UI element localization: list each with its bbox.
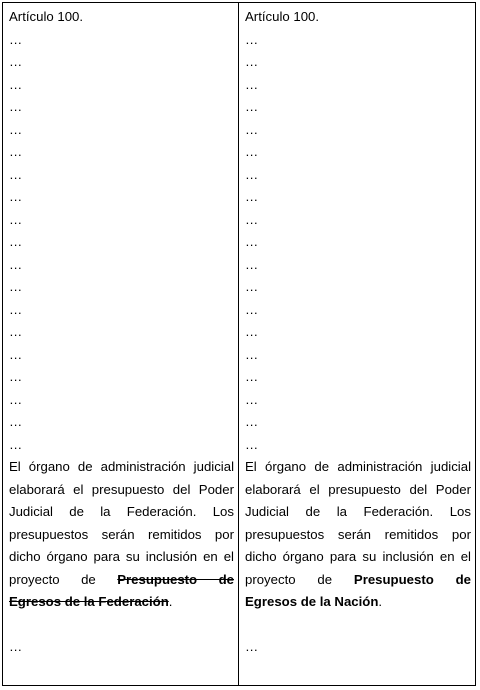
final-ellipsis: …	[9, 639, 23, 654]
left-column-current-text	[3, 3, 239, 685]
article-heading: Artículo 100.	[245, 9, 320, 24]
ellipsis-line: …	[245, 369, 259, 384]
ellipsis-line: …	[245, 324, 259, 339]
ellipsis-line: …	[9, 346, 23, 362]
ellipsis-line: …	[9, 234, 23, 249]
spacer	[9, 614, 234, 637]
ellipsis-line: …	[9, 144, 23, 159]
ellipsis-line: …	[245, 234, 259, 249]
article-heading: Artículo 100.	[9, 9, 84, 24]
ellipsis-line: …	[9, 436, 23, 452]
ellipsis-line: …	[245, 211, 259, 227]
ellipsis-line: …	[9, 99, 23, 114]
ellipsis-line: …	[9, 301, 23, 317]
ellipsis-line: …	[9, 31, 23, 47]
ellipsis-line: …	[245, 436, 259, 452]
ellipsis-line: …	[9, 211, 23, 227]
bold-text: Presupuesto de Egresos de la Nación	[245, 571, 471, 609]
paragraph-end: .	[378, 594, 383, 609]
ellipsis-line: …	[9, 369, 23, 384]
paragraph-text: El órgano de administración judicial elaborará el presupuesto del Poder Judicial de la Federación. Los presupuestos serán remitidos por dicho órgano para su inclusión en el proyecto de	[9, 459, 234, 587]
ellipsis-line: …	[9, 324, 23, 339]
ellipsis-list	[9, 29, 234, 457]
ellipsis-line: …	[9, 54, 23, 69]
ellipsis-line: …	[245, 31, 259, 47]
ellipsis-line: …	[9, 391, 23, 407]
ellipsis-line: …	[9, 189, 23, 204]
ellipsis-line: …	[9, 279, 23, 294]
ellipsis-line: …	[245, 99, 259, 114]
ellipsis-list	[245, 29, 471, 457]
ellipsis-line: …	[245, 166, 259, 182]
ellipsis-line: …	[245, 76, 259, 92]
ellipsis-line: …	[9, 256, 23, 272]
spacer	[245, 614, 471, 637]
ellipsis-line: …	[9, 166, 23, 182]
ellipsis-line: …	[245, 391, 259, 407]
comparison-table	[2, 2, 476, 686]
ellipsis-line: …	[245, 189, 259, 204]
ellipsis-line: …	[245, 54, 259, 69]
ellipsis-line: …	[245, 414, 259, 429]
paragraph-text: El órgano de administración judicial elaborará el presupuesto del Poder Judicial de la Federación. Los presupuestos serán remitidos por dicho órgano para su inclusión en el proyecto de	[245, 459, 471, 587]
final-ellipsis: …	[245, 639, 259, 654]
right-column-proposed-text	[239, 3, 475, 685]
paragraph-end: .	[168, 594, 173, 609]
article-paragraph	[245, 456, 471, 614]
ellipsis-line: …	[9, 414, 23, 429]
ellipsis-line: …	[245, 144, 259, 159]
ellipsis-line: …	[9, 121, 23, 137]
ellipsis-line: …	[245, 279, 259, 294]
ellipsis-line: …	[245, 346, 259, 362]
ellipsis-line: …	[245, 256, 259, 272]
ellipsis-line: …	[245, 301, 259, 317]
article-paragraph	[9, 456, 234, 614]
ellipsis-line: …	[245, 121, 259, 137]
ellipsis-line: …	[9, 76, 23, 92]
struck-text: Presupuesto de Egresos de la Federación	[9, 571, 234, 609]
